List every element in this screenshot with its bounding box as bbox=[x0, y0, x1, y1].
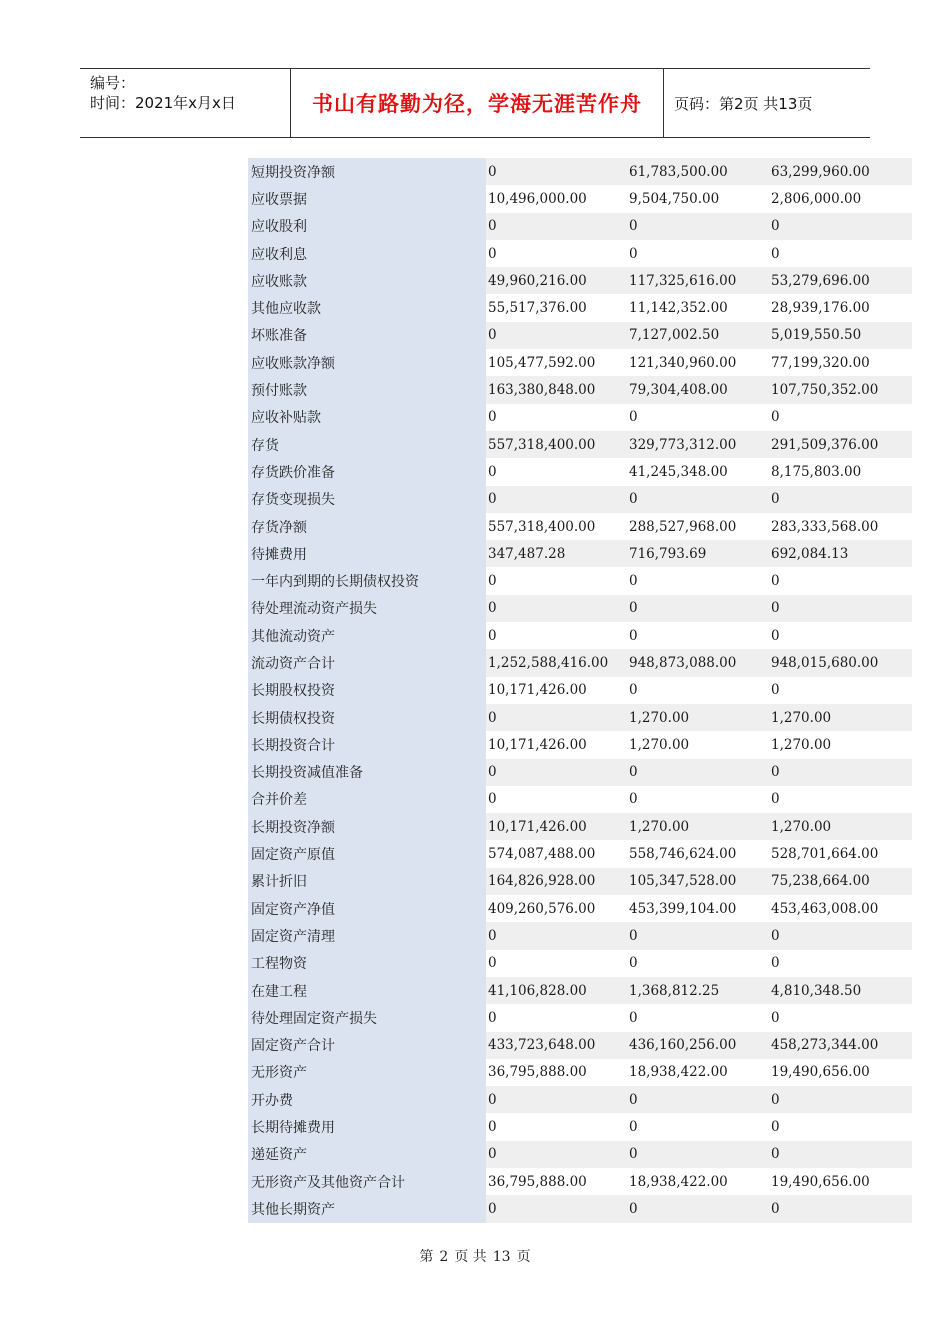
footer-total-pages: 13 bbox=[492, 1249, 511, 1265]
row-value-col2: 18,938,422.00 bbox=[629, 1064, 728, 1081]
row-value-col2: 453,399,104.00 bbox=[629, 900, 737, 917]
table-row bbox=[248, 1113, 912, 1140]
row-label: 待处理流动资产损失 bbox=[248, 595, 486, 622]
table-row bbox=[248, 868, 912, 895]
row-label: 应收利息 bbox=[248, 240, 486, 267]
row-value-col2: 1,368,812.25 bbox=[629, 982, 720, 999]
row-value-col2: 41,245,348.00 bbox=[629, 463, 728, 480]
row-value-col2: 436,160,256.00 bbox=[629, 1037, 737, 1054]
row-value-col3: 453,463,008.00 bbox=[771, 900, 879, 917]
table-row bbox=[248, 431, 912, 458]
table-row bbox=[248, 595, 912, 622]
row-value-col2: 0 bbox=[629, 1200, 638, 1217]
row-value-col1: 0 bbox=[488, 1146, 497, 1163]
table-row bbox=[248, 185, 912, 212]
table-row bbox=[248, 513, 912, 540]
row-value-col3: 0 bbox=[771, 245, 780, 262]
row-value-col2: 1,270.00 bbox=[629, 818, 690, 835]
row-label: 待摊费用 bbox=[248, 540, 486, 567]
footer-mid: 页 共 bbox=[454, 1249, 487, 1265]
row-value-col1: 36,795,888.00 bbox=[488, 1064, 587, 1081]
row-value-col3: 0 bbox=[771, 600, 780, 617]
row-value-col3: 0 bbox=[771, 955, 780, 972]
row-value-col2: 117,325,616.00 bbox=[629, 272, 737, 289]
row-label: 长期待摊费用 bbox=[248, 1113, 486, 1140]
table-row bbox=[248, 1032, 912, 1059]
row-value-col2: 0 bbox=[629, 600, 638, 617]
row-value-col2: 0 bbox=[629, 409, 638, 426]
table-row bbox=[248, 759, 912, 786]
table-row bbox=[248, 1195, 912, 1222]
row-value-col3: 4,810,348.50 bbox=[771, 982, 862, 999]
row-value-col3: 19,490,656.00 bbox=[771, 1173, 870, 1190]
row-value-col1: 36,795,888.00 bbox=[488, 1173, 587, 1190]
row-value-col3: 0 bbox=[771, 1009, 780, 1026]
row-value-col3: 0 bbox=[771, 1119, 780, 1136]
row-value-col2: 0 bbox=[629, 791, 638, 808]
row-label: 长期投资合计 bbox=[248, 731, 486, 758]
table-row bbox=[248, 567, 912, 594]
row-value-col1: 164,826,928.00 bbox=[488, 873, 596, 890]
row-label: 开办费 bbox=[248, 1086, 486, 1113]
table-row bbox=[248, 349, 912, 376]
table-row bbox=[248, 622, 912, 649]
table-row bbox=[248, 240, 912, 267]
table-row bbox=[248, 731, 912, 758]
row-value-col1: 41,106,828.00 bbox=[488, 982, 587, 999]
row-label: 其他流动资产 bbox=[248, 622, 486, 649]
row-value-col1: 0 bbox=[488, 163, 497, 180]
row-value-col2: 0 bbox=[629, 627, 638, 644]
table-row bbox=[248, 895, 912, 922]
row-value-col3: 458,273,344.00 bbox=[771, 1037, 879, 1054]
row-value-col1: 10,171,426.00 bbox=[488, 682, 587, 699]
row-value-col1: 0 bbox=[488, 600, 497, 617]
row-value-col1: 55,517,376.00 bbox=[488, 300, 587, 317]
row-value-col3: 8,175,803.00 bbox=[771, 463, 862, 480]
row-label: 待处理固定资产损失 bbox=[248, 1004, 486, 1031]
row-value-col3: 1,270.00 bbox=[771, 818, 832, 835]
row-value-col3: 1,270.00 bbox=[771, 736, 832, 753]
row-value-col1: 0 bbox=[488, 764, 497, 781]
row-value-col3: 291,509,376.00 bbox=[771, 436, 879, 453]
table-row bbox=[248, 376, 912, 403]
row-label: 工程物资 bbox=[248, 950, 486, 977]
row-value-col1: 105,477,592.00 bbox=[488, 354, 596, 371]
table-row bbox=[248, 158, 912, 185]
row-value-col2: 0 bbox=[629, 245, 638, 262]
row-value-col2: 0 bbox=[629, 1091, 638, 1108]
row-value-col3: 19,490,656.00 bbox=[771, 1064, 870, 1081]
row-value-col1: 0 bbox=[488, 927, 497, 944]
row-value-col1: 0 bbox=[488, 463, 497, 480]
row-value-col1: 574,087,488.00 bbox=[488, 846, 596, 863]
row-label: 长期投资净额 bbox=[248, 813, 486, 840]
table-row bbox=[248, 1168, 912, 1195]
table-row bbox=[248, 950, 912, 977]
row-value-col2: 1,270.00 bbox=[629, 709, 690, 726]
header-motto: 书山有路勤为径，学海无涯苦作舟 bbox=[291, 69, 664, 137]
row-value-col1: 0 bbox=[488, 245, 497, 262]
row-value-col2: 0 bbox=[629, 682, 638, 699]
row-value-col3: 28,939,176.00 bbox=[771, 300, 870, 317]
table-row bbox=[248, 704, 912, 731]
row-value-col2: 0 bbox=[629, 1146, 638, 1163]
row-value-col3: 63,299,960.00 bbox=[771, 163, 870, 180]
row-label: 长期投资减值准备 bbox=[248, 759, 486, 786]
row-value-col2: 716,793.69 bbox=[629, 545, 707, 562]
row-value-col1: 409,260,576.00 bbox=[488, 900, 596, 917]
row-value-col3: 0 bbox=[771, 627, 780, 644]
row-value-col2: 329,773,312.00 bbox=[629, 436, 737, 453]
row-value-col3: 528,701,664.00 bbox=[771, 846, 879, 863]
row-value-col1: 10,496,000.00 bbox=[488, 190, 587, 207]
table-row bbox=[248, 1004, 912, 1031]
row-value-col1: 0 bbox=[488, 218, 497, 235]
row-value-col3: 107,750,352.00 bbox=[771, 382, 879, 399]
row-label: 长期股权投资 bbox=[248, 677, 486, 704]
row-value-col1: 0 bbox=[488, 491, 497, 508]
row-label: 应收票据 bbox=[248, 185, 486, 212]
row-value-col2: 0 bbox=[629, 1119, 638, 1136]
balance-sheet-table bbox=[248, 158, 912, 1223]
row-value-col1: 0 bbox=[488, 327, 497, 344]
row-value-col1: 0 bbox=[488, 955, 497, 972]
row-value-col2: 558,746,624.00 bbox=[629, 846, 737, 863]
row-label: 存货 bbox=[248, 431, 486, 458]
row-label: 存货变现损失 bbox=[248, 486, 486, 513]
header-meta bbox=[80, 69, 291, 137]
row-value-col3: 692,084.13 bbox=[771, 545, 849, 562]
row-value-col1: 1,252,588,416.00 bbox=[488, 654, 609, 671]
header-page-info: 页码：第2页 共13页 bbox=[674, 94, 813, 113]
row-value-col3: 2,806,000.00 bbox=[771, 190, 862, 207]
table-row bbox=[248, 977, 912, 1004]
row-value-col3: 1,270.00 bbox=[771, 709, 832, 726]
row-label: 累计折旧 bbox=[248, 868, 486, 895]
page-header bbox=[80, 68, 870, 138]
table-row bbox=[248, 649, 912, 676]
row-value-col3: 283,333,568.00 bbox=[771, 518, 879, 535]
row-value-col1: 0 bbox=[488, 791, 497, 808]
table-row bbox=[248, 1086, 912, 1113]
footer-current-page: 2 bbox=[439, 1249, 449, 1265]
row-value-col3: 0 bbox=[771, 218, 780, 235]
row-value-col1: 0 bbox=[488, 1119, 497, 1136]
table-row bbox=[248, 540, 912, 567]
table-row bbox=[248, 322, 912, 349]
row-label: 应收补贴款 bbox=[248, 404, 486, 431]
row-label: 应收股利 bbox=[248, 213, 486, 240]
row-label: 短期投资净额 bbox=[248, 158, 486, 185]
row-label: 固定资产合计 bbox=[248, 1032, 486, 1059]
row-label: 无形资产 bbox=[248, 1059, 486, 1086]
row-value-col3: 75,238,664.00 bbox=[771, 873, 870, 890]
row-value-col3: 0 bbox=[771, 1146, 780, 1163]
row-value-col3: 0 bbox=[771, 491, 780, 508]
row-value-col1: 0 bbox=[488, 1091, 497, 1108]
row-value-col2: 948,873,088.00 bbox=[629, 654, 737, 671]
row-value-col2: 79,304,408.00 bbox=[629, 382, 728, 399]
row-label: 递延资产 bbox=[248, 1141, 486, 1168]
row-label: 长期债权投资 bbox=[248, 704, 486, 731]
row-label: 流动资产合计 bbox=[248, 649, 486, 676]
row-label: 合并价差 bbox=[248, 786, 486, 813]
row-value-col1: 0 bbox=[488, 409, 497, 426]
row-value-col1: 557,318,400.00 bbox=[488, 518, 596, 535]
row-value-col3: 0 bbox=[771, 927, 780, 944]
table-row bbox=[248, 267, 912, 294]
row-value-col1: 0 bbox=[488, 1009, 497, 1026]
row-label: 存货净额 bbox=[248, 513, 486, 540]
row-value-col1: 10,171,426.00 bbox=[488, 736, 587, 753]
row-value-col2: 105,347,528.00 bbox=[629, 873, 737, 890]
row-value-col3: 5,019,550.50 bbox=[771, 327, 862, 344]
row-value-col2: 0 bbox=[629, 218, 638, 235]
row-value-col3: 0 bbox=[771, 1091, 780, 1108]
row-label: 应收账款净额 bbox=[248, 349, 486, 376]
row-value-col2: 11,142,352.00 bbox=[629, 300, 728, 317]
table-row bbox=[248, 294, 912, 321]
row-label: 其他长期资产 bbox=[248, 1195, 486, 1222]
row-value-col3: 0 bbox=[771, 764, 780, 781]
row-label: 在建工程 bbox=[248, 977, 486, 1004]
table-row bbox=[248, 486, 912, 513]
row-value-col2: 121,340,960.00 bbox=[629, 354, 737, 371]
row-value-col3: 0 bbox=[771, 682, 780, 699]
row-value-col2: 288,527,968.00 bbox=[629, 518, 737, 535]
row-value-col2: 9,504,750.00 bbox=[629, 190, 720, 207]
row-value-col1: 557,318,400.00 bbox=[488, 436, 596, 453]
row-value-col2: 7,127,002.50 bbox=[629, 327, 720, 344]
row-label: 预付账款 bbox=[248, 376, 486, 403]
row-value-col2: 0 bbox=[629, 491, 638, 508]
table-row bbox=[248, 1141, 912, 1168]
row-value-col1: 347,487.28 bbox=[488, 545, 566, 562]
row-label: 固定资产净值 bbox=[248, 895, 486, 922]
row-label: 固定资产清理 bbox=[248, 922, 486, 949]
row-value-col2: 0 bbox=[629, 764, 638, 781]
footer-suffix: 页 bbox=[516, 1249, 531, 1265]
row-value-col1: 433,723,648.00 bbox=[488, 1037, 596, 1054]
row-value-col2: 18,938,422.00 bbox=[629, 1173, 728, 1190]
row-label: 坏账准备 bbox=[248, 322, 486, 349]
row-value-col1: 0 bbox=[488, 709, 497, 726]
row-value-col1: 0 bbox=[488, 1200, 497, 1217]
row-value-col2: 0 bbox=[629, 955, 638, 972]
row-value-col3: 0 bbox=[771, 409, 780, 426]
row-label: 应收账款 bbox=[248, 267, 486, 294]
page-footer bbox=[0, 1246, 950, 1266]
row-value-col2: 0 bbox=[629, 1009, 638, 1026]
document-number-label: 编号： bbox=[90, 74, 136, 92]
row-value-col1: 0 bbox=[488, 627, 497, 644]
table-row bbox=[248, 922, 912, 949]
row-value-col3: 0 bbox=[771, 573, 780, 590]
row-label: 存货跌价准备 bbox=[248, 458, 486, 485]
row-value-col2: 0 bbox=[629, 927, 638, 944]
table-row bbox=[248, 786, 912, 813]
row-value-col1: 49,960,216.00 bbox=[488, 272, 587, 289]
table-row bbox=[248, 840, 912, 867]
row-value-col2: 1,270.00 bbox=[629, 736, 690, 753]
row-label: 无形资产及其他资产合计 bbox=[248, 1168, 486, 1195]
row-value-col3: 0 bbox=[771, 791, 780, 808]
row-value-col1: 163,380,848.00 bbox=[488, 382, 596, 399]
row-value-col1: 0 bbox=[488, 573, 497, 590]
row-value-col3: 0 bbox=[771, 1200, 780, 1217]
table-row bbox=[248, 458, 912, 485]
row-label: 一年内到期的长期债权投资 bbox=[248, 567, 486, 594]
document-time-label: 时间：2021年x月x日 bbox=[90, 94, 236, 112]
table-row bbox=[248, 213, 912, 240]
row-label: 其他应收款 bbox=[248, 294, 486, 321]
footer-prefix: 第 bbox=[419, 1249, 434, 1265]
row-value-col3: 948,015,680.00 bbox=[771, 654, 879, 671]
table-row bbox=[248, 1059, 912, 1086]
row-value-col2: 0 bbox=[629, 573, 638, 590]
row-value-col3: 77,199,320.00 bbox=[771, 354, 870, 371]
table-row bbox=[248, 813, 912, 840]
row-value-col2: 61,783,500.00 bbox=[629, 163, 728, 180]
row-label: 固定资产原值 bbox=[248, 840, 486, 867]
row-value-col3: 53,279,696.00 bbox=[771, 272, 870, 289]
row-value-col1: 10,171,426.00 bbox=[488, 818, 587, 835]
table-row bbox=[248, 404, 912, 431]
table-row bbox=[248, 677, 912, 704]
